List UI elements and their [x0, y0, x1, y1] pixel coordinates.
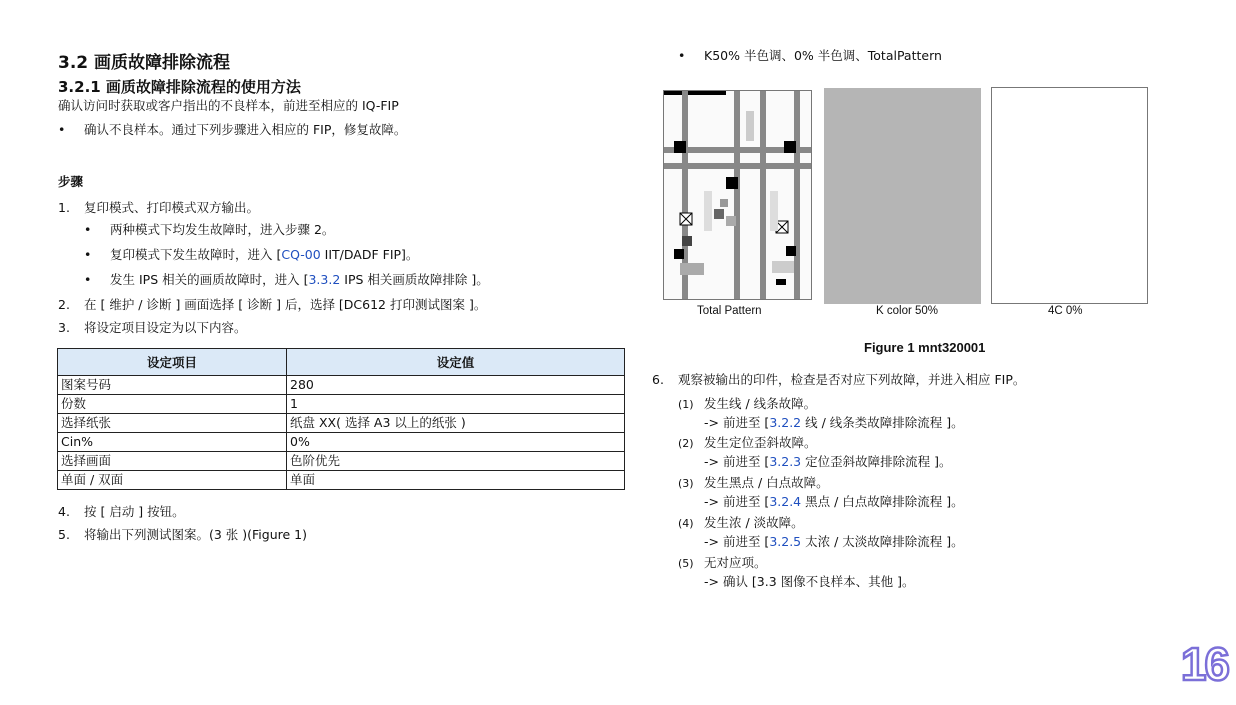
item-action: -> 前进至 [	[704, 415, 770, 430]
table-row	[58, 376, 625, 395]
section-heading: 3.2 画质故障排除流程	[58, 53, 231, 73]
item-text: 发生黑点 / 白点故障。	[704, 475, 829, 490]
table-cell: 选择画面	[58, 452, 287, 471]
table-cell: 单面 / 双面	[58, 471, 287, 490]
sub-text: 复印模式下发生故障时，进入 [	[110, 247, 282, 262]
caption-k-color-50: K color 50%	[876, 305, 939, 317]
step-text: 在 [ 维护 / 诊断 ] 画面选择 [ 诊断 ] 后，选择 [DC612 打印测试图案 ]。	[84, 297, 487, 312]
table-row	[58, 452, 625, 471]
item-number: (1)	[678, 398, 694, 411]
table-cell: 纸盘 XX( 选择 A3 以上的纸张 )	[287, 414, 625, 433]
table-row	[58, 395, 625, 414]
step-text: 将设定项目设定为以下内容。	[84, 320, 247, 335]
item-action: -> 前进至 [	[704, 494, 770, 509]
table-row	[58, 433, 625, 452]
table-cell: 1	[287, 395, 625, 414]
step6-item-4	[678, 514, 964, 551]
k-color-50-image	[824, 88, 981, 304]
step-text: 复印模式、打印模式双方输出。	[84, 200, 260, 215]
item-text: 发生线 / 线条故障。	[704, 396, 817, 411]
step-number: 1.	[58, 200, 70, 215]
link-3-2-2[interactable]: 3.2.2	[769, 415, 802, 430]
step6-item-5	[678, 554, 915, 591]
table-cell: Cin%	[58, 433, 287, 452]
step-text: 观察被输出的印件，检查是否对应下列故障，并进入相应 FIP。	[678, 372, 1026, 387]
step-5	[58, 526, 307, 544]
item-text: 无对应项。	[704, 555, 767, 570]
table-header: 设定项目	[58, 349, 287, 376]
right-bullet-text: K50% 半色调、0% 半色调、TotalPattern	[704, 48, 942, 63]
item-action: 线 / 线条类故障排除流程 ]。	[801, 415, 964, 430]
step1-sub-1: • 两种模式下均发生故障时，进入步骤 2。	[84, 222, 335, 237]
step-text: 按 [ 启动 ] 按钮。	[84, 504, 185, 519]
caption-total-pattern: Total Pattern	[697, 305, 762, 317]
sub-text: IIT/DADF FIP]。	[320, 247, 419, 262]
table-cell: 0%	[287, 433, 625, 452]
item-number: (2)	[678, 437, 694, 450]
item-action: -> 前进至 [	[704, 534, 770, 549]
4c-0-image	[991, 87, 1148, 304]
step-number: 5.	[58, 527, 70, 542]
step6-item-3	[678, 474, 964, 511]
intro-bullet-text: 确认不良样本。通过下列步骤进入相应的 FIP，修复故障。	[84, 122, 407, 137]
item-text: 发生定位歪斜故障。	[704, 435, 817, 450]
steps-title: 步骤	[58, 174, 84, 189]
item-number: (3)	[678, 477, 694, 490]
sub-text: 两种模式下均发生故障时，进入步骤 2。	[110, 222, 335, 237]
link-3-2-4[interactable]: 3.2.4	[769, 494, 802, 509]
step-number: 6.	[652, 372, 664, 387]
step-text: 将输出下列测试图案。(3 张 )(Figure 1)	[84, 527, 307, 542]
table-cell: 单面	[287, 471, 625, 490]
step-4	[58, 503, 185, 521]
item-action: 黑点 / 白点故障排除流程 ]。	[801, 494, 964, 509]
intro-bullet: • 确认不良样本。通过下列步骤进入相应的 FIP，修复故障。	[58, 122, 407, 137]
caption-4c-0: 4C 0%	[1048, 305, 1083, 317]
step1-sub-3: • 发生 IPS 相关的画质故障时，进入 [3.3.2 IPS 相关画质故障排除 ]。	[84, 272, 489, 287]
table-cell: 份数	[58, 395, 287, 414]
page-number: 16	[1180, 638, 1228, 690]
table-cell: 选择纸张	[58, 414, 287, 433]
figure-title: Figure 1 mnt320001	[864, 340, 986, 355]
link-3-2-5[interactable]: 3.2.5	[769, 534, 802, 549]
total-pattern-graphic	[664, 91, 811, 299]
table-cell: 色阶优先	[287, 452, 625, 471]
sub-text: IPS 相关画质故障排除 ]。	[340, 272, 489, 287]
table-header: 设定值	[287, 349, 625, 376]
step-3	[58, 319, 247, 337]
subsection-heading: 3.2.1 画质故障排除流程的使用方法	[58, 78, 301, 96]
settings-table	[57, 348, 625, 490]
step6-item-1	[678, 395, 964, 432]
step1-sub-2: • 复印模式下发生故障时，进入 [CQ-00 IIT/DADF FIP]。	[84, 247, 419, 262]
item-number: (5)	[678, 557, 694, 570]
link-cq00[interactable]: CQ-00	[281, 247, 321, 262]
link-3-2-3[interactable]: 3.2.3	[769, 454, 802, 469]
item-text: 发生浓 / 淡故障。	[704, 515, 804, 530]
table-cell: 280	[287, 376, 625, 395]
total-pattern-image	[663, 90, 812, 300]
table-row	[58, 414, 625, 433]
table-cell: 图案号码	[58, 376, 287, 395]
step-number: 2.	[58, 297, 70, 312]
step-6	[652, 371, 1025, 389]
table-row	[58, 471, 625, 490]
item-action: 太浓 / 太淡故障排除流程 ]。	[801, 534, 964, 549]
step-2	[58, 296, 486, 314]
step-number: 3.	[58, 320, 70, 335]
item-action: 定位歪斜故障排除流程 ]。	[801, 454, 952, 469]
item-number: (4)	[678, 517, 694, 530]
step6-item-2	[678, 434, 951, 471]
step-1	[58, 199, 259, 217]
item-action: -> 前进至 [	[704, 454, 770, 469]
step-number: 4.	[58, 504, 70, 519]
sub-text: 发生 IPS 相关的画质故障时，进入 [	[110, 272, 309, 287]
table-header-row	[58, 349, 625, 376]
link-3-3-2[interactable]: 3.3.2	[308, 272, 341, 287]
intro-text: 确认访问时获取或客户指出的不良样本，前进至相应的 IQ-FIP	[58, 98, 399, 113]
right-bullet: • K50% 半色调、0% 半色调、TotalPattern	[678, 48, 942, 63]
item-action: -> 确认 [3.3 图像不良样本、其他 ]。	[704, 574, 915, 589]
